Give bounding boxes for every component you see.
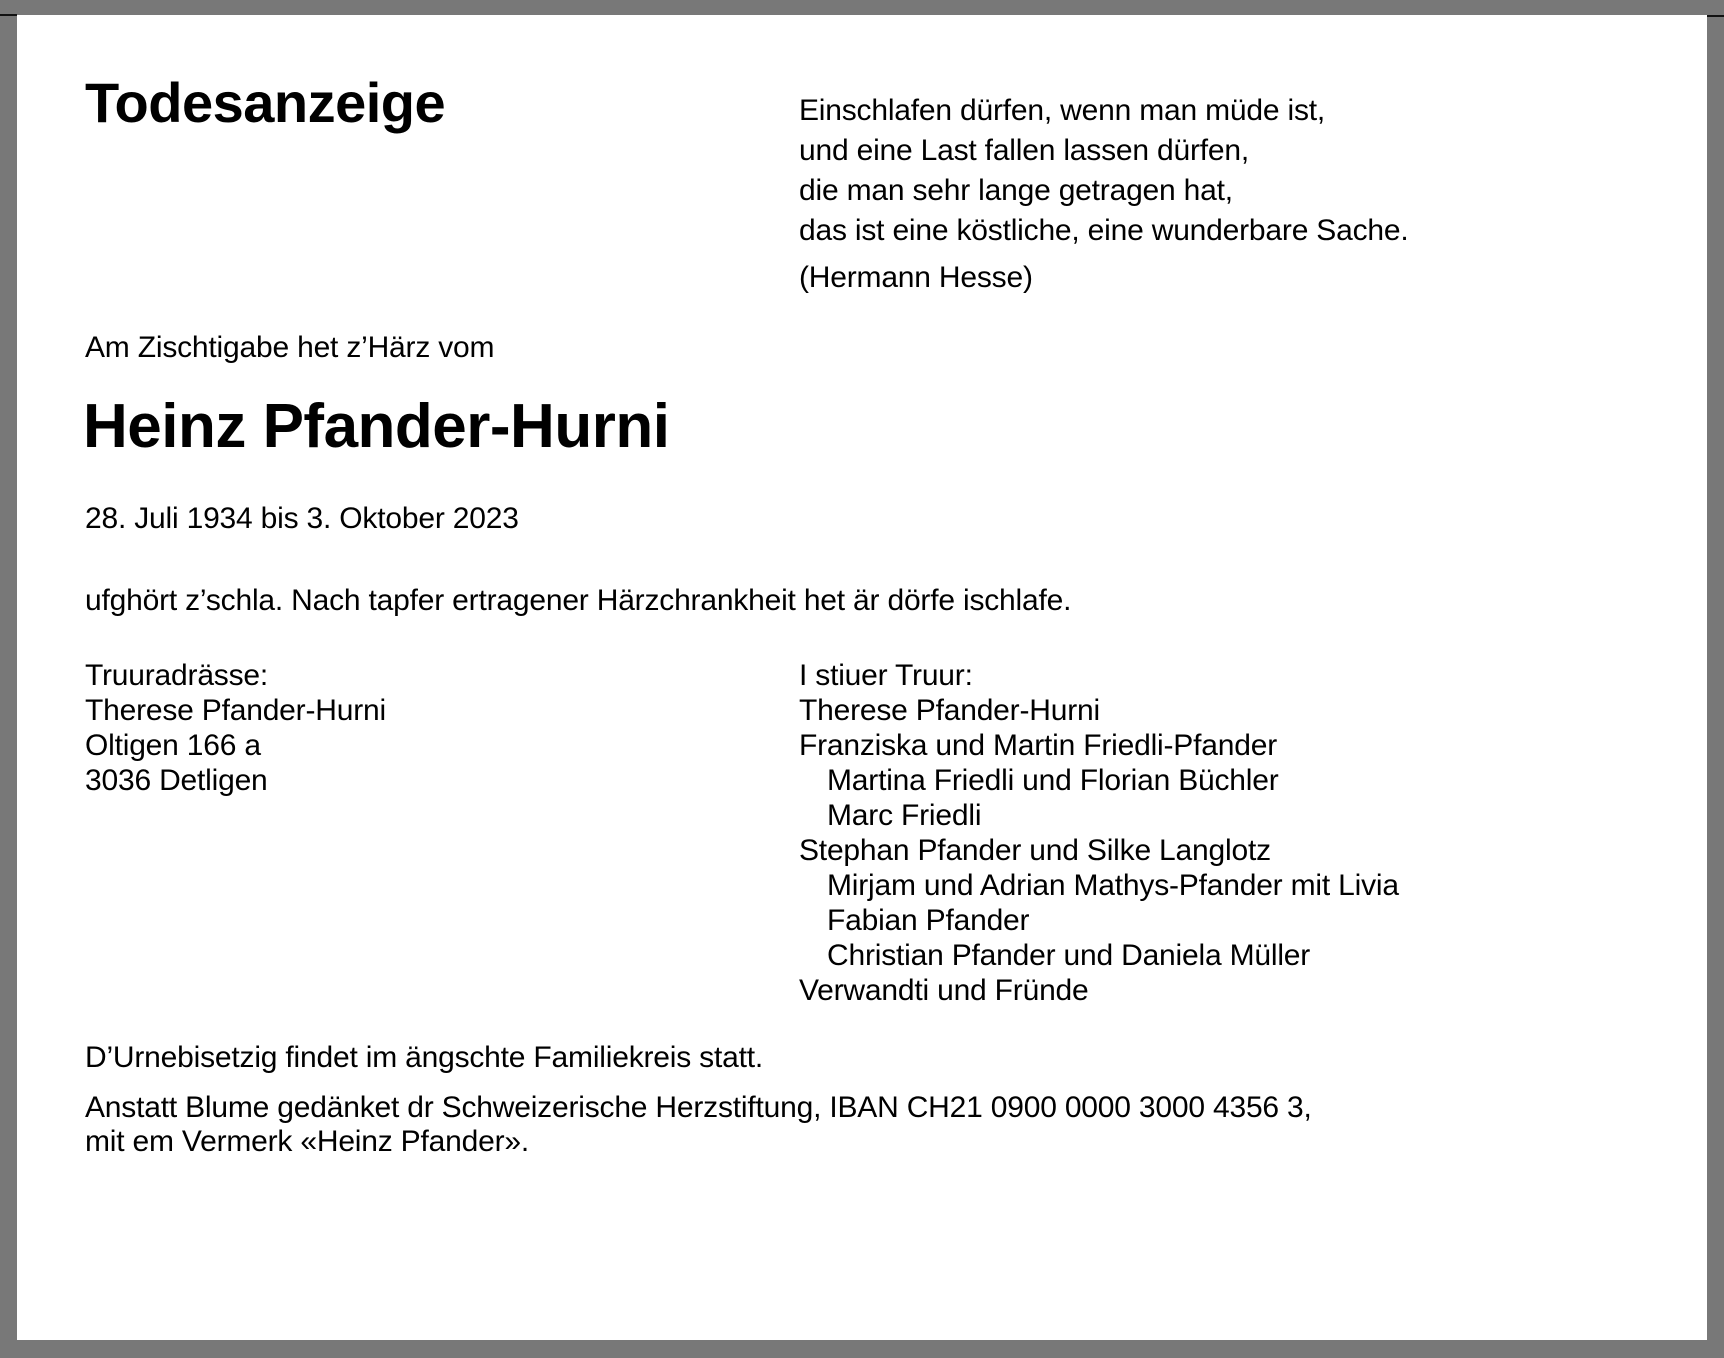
mourner-line: Stephan Pfander und Silke Langlotz	[799, 834, 1271, 867]
quote-attribution: (Hermann Hesse)	[799, 261, 1033, 294]
mourning-address-lines	[85, 693, 386, 798]
life-dates: 28. Juli 1934 bis 3. Oktober 2023	[85, 502, 519, 535]
quote-line: Einschlafen dürfen, wenn man müde ist,	[799, 94, 1326, 127]
mourning-address-label: Truuradrässe:	[85, 659, 269, 692]
quote-lines	[799, 91, 1409, 251]
mourner-line: Marc Friedli	[827, 799, 982, 832]
quote-line: das ist eine köstliche, eine wunderbare Sache.	[799, 214, 1409, 247]
address-line: Therese Pfander-Hurni	[85, 694, 386, 727]
mourner-line: Verwandti und Fründe	[799, 974, 1089, 1007]
mourner-line: Fabian Pfander	[827, 904, 1030, 937]
death-sentence: ufghört z’schla. Nach tapfer ertragener Härzchrankheit het är dörfe ischlafe.	[85, 584, 1072, 617]
donation-note-line: mit em Vermerk «Heinz Pfander».	[85, 1125, 529, 1158]
memorial-quote	[799, 91, 1409, 298]
death-notice-page	[17, 15, 1707, 1340]
address-line: 3036 Detligen	[85, 764, 268, 797]
quote-line: die man sehr lange getragen hat,	[799, 174, 1233, 207]
donation-note-line: Anstatt Blume gedänket dr Schweizerische Herzstiftung, IBAN CH21 0900 0000 3000 4356 3,	[85, 1091, 1312, 1124]
mourner-line: Franziska und Martin Friedli-Pfander	[799, 729, 1277, 762]
quote-line: und eine Last fallen lassen dürfen,	[799, 134, 1249, 167]
page-title: Todesanzeige	[85, 71, 446, 134]
page-edge-tick-right	[1707, 15, 1724, 17]
mourner-line: Christian Pfander und Daniela Müller	[827, 939, 1311, 972]
mourning-address-block	[85, 658, 386, 798]
donation-note	[85, 1091, 1312, 1159]
mourners-block	[799, 658, 1399, 1008]
mourner-line: Mirjam und Adrian Mathys-Pfander mit Livia	[827, 869, 1399, 902]
address-line: Oltigen 166 a	[85, 729, 261, 762]
mourners-list	[799, 693, 1399, 1008]
mourner-line: Therese Pfander-Hurni	[799, 694, 1100, 727]
deceased-name: Heinz Pfander-Hurni	[83, 392, 670, 461]
page-edge-tick-left	[0, 14, 17, 16]
mourners-label: I stiuer Truur:	[799, 659, 973, 692]
intro-line: Am Zischtigabe het z’Härz vom	[85, 331, 495, 364]
funeral-note: D’Urnebisetzig findet im ängschte Familiekreis statt.	[85, 1041, 763, 1074]
mourner-line: Martina Friedli und Florian Büchler	[827, 764, 1279, 797]
